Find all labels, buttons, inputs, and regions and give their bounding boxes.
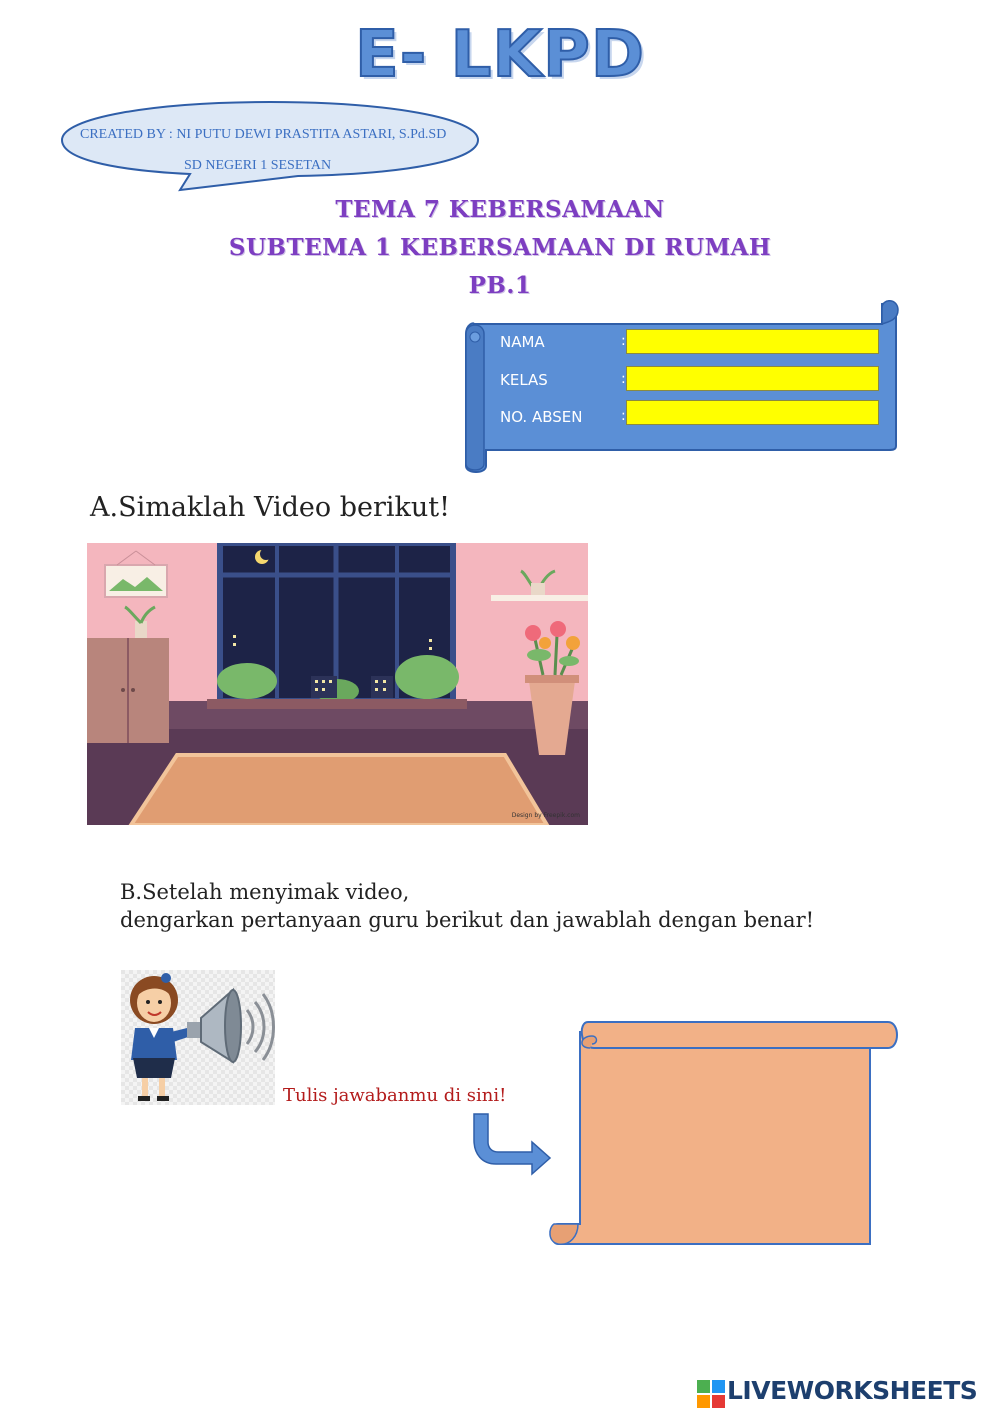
teacher-megaphone-illustration[interactable] — [121, 970, 275, 1105]
nama-field[interactable] — [626, 329, 879, 354]
pb-heading: PB.1 — [468, 272, 532, 299]
video-credit: Design by Freepik.com — [511, 812, 580, 819]
kelas-label: KELAS — [500, 371, 548, 389]
worksheet-title: E- LKPD — [355, 18, 645, 92]
section-b-instruction-line1: B.Setelah menyimak video, — [120, 880, 410, 904]
kelas-colon: : — [621, 371, 626, 387]
kelas-field[interactable] — [626, 366, 879, 391]
no-absen-colon: : — [621, 408, 626, 424]
nama-label: NAMA — [500, 333, 545, 351]
answer-box[interactable] — [548, 1018, 903, 1250]
answer-prompt: Tulis jawabanmu di sini! — [283, 1085, 507, 1106]
subtema-heading: SUBTEMA 1 KEBERSAMAAN DI RUMAH — [228, 234, 772, 261]
section-a-instruction: A.Simaklah Video berikut! — [90, 492, 450, 523]
identity-scroll — [462, 300, 900, 476]
curved-arrow-icon — [470, 1112, 554, 1178]
no-absen-label: NO. ABSEN — [500, 408, 583, 426]
tema-heading: TEMA 7 KEBERSAMAAN — [335, 196, 665, 223]
no-absen-field[interactable] — [626, 400, 879, 425]
video-player[interactable] — [87, 543, 588, 825]
nama-colon: : — [621, 333, 626, 349]
brand-name: LIVEWORKSHEETS — [727, 1376, 978, 1405]
section-b-instruction-line2: dengarkan pertanyaan guru berikut dan jawablah dengan benar! — [120, 908, 815, 932]
author-bubble — [58, 98, 482, 196]
school-text: SD NEGERI 1 SESETAN — [184, 158, 332, 173]
liveworksheets-logo — [697, 1376, 995, 1410]
author-text: CREATED BY : NI PUTU DEWI PRASTITA ASTARI, S.Pd.SD — [80, 127, 447, 142]
